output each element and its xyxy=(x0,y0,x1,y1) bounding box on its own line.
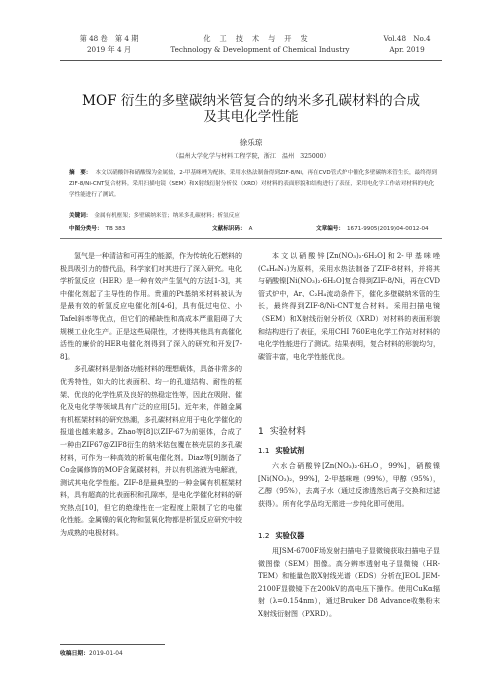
keywords xyxy=(69,212,439,221)
received-value: 2019-01-04 xyxy=(89,651,123,657)
doc-label: 文献标识码： xyxy=(212,226,246,232)
section-1-2-number: 1.2 xyxy=(258,531,270,540)
abstract xyxy=(69,168,439,201)
section-1-1-text: 六水合硝酸锌[Zn(NO₃)₂·6H₂O，99%]，硝酸镍[Ni(NO₃)₂，99%]，2-甲基咪唑（99%），甲醇（95%），乙醇（95%），去离子水（通过反渗透然后离子交换和过滤获得）。所有化学品均无需进一步纯化即可使用。 xyxy=(258,462,440,508)
section-1-number: 1 xyxy=(258,427,264,437)
footnote-divider xyxy=(60,644,165,645)
left-column xyxy=(60,250,242,640)
section-heading-1 xyxy=(258,426,306,438)
section-1-2-body xyxy=(258,545,440,621)
article-title-line2: 及其电化学性能 xyxy=(203,109,299,125)
header-date-en: Apr. 2019 xyxy=(389,45,425,54)
article-title xyxy=(40,93,462,125)
section-1-2-text: 用JSM-6700F场发射扫描电子显微镜获取扫描电子显微图像（SEM）图像。高分辨率透射电子显微镜（HR-TEM）和能量色散X射线光谱（EDS）分析在JEOL JEM-2100F显微镜下在200kV的高电压下操作。使用CuKα辐射（λ=0.154nm），通过Bruker D8 Advance收集粉末X射线衍射图（PXRD）。 xyxy=(258,547,440,618)
right-column xyxy=(258,250,440,420)
received-date xyxy=(60,648,123,657)
header-journal-cn: 化工技术与开发 xyxy=(203,34,317,43)
document-code xyxy=(212,225,252,234)
keywords-label: 关键词： xyxy=(69,213,92,219)
intro-paragraph-2: 多孔碳材料是制备功能材料的理想载体，具备非常多的优秀特性，如大的比表面积、均一的孔道结构、耐性的框架、优良的化学性质及良好的热稳定性等，因此在吸附、催化及电化学等领域具有广泛的应用[5]。近年来，伴随金属有机框架材料的研究热潮，多孔碳材料应用于电化学催化的报道也越来越多。Zhao等[8]以ZIF-67为前驱体，合成了一种由ZIF67@ZIF8衍生的纳米钴包覆在核壳层的多孔碳材料，可作为一种高效的析氧电催化剂。Diaz等[9]制备了Co金属修饰的MOF含氮碳材料，并以有机溶液为电解液，测试其电化学性能。ZIF-8是最典型的一种金属有机框架材料，具有超高的比表面积和孔隙率，是电化学催化材料的研究热点[10]，但它的绝缘性在一定程度上限制了它的电催化性能。金属镍的氧化物和氢氧化物都是析氢反应研究中较为成熟的电极材料。 xyxy=(60,365,242,538)
article-number xyxy=(316,225,429,234)
section-1-1-title: 实验试剂 xyxy=(275,446,305,455)
clc-number xyxy=(69,225,125,234)
header-volume-en xyxy=(372,33,442,55)
art-label: 文章编号： xyxy=(316,226,344,232)
header-vol-en: Vol.48 No.4 xyxy=(383,34,431,43)
header-journal-en: Technology & Development of Chemical Industry xyxy=(170,45,350,54)
abstract-text: 本文以硝酸锌和硝酸镍为金属盐，2-甲基咪唑为配体，采用水热法制备得到ZIF-8/Ni，再在CVD管式炉中催化多壁碳纳米管生长，最终得到ZIF-8/Ni-CNT复合材料。采用扫描电镜（SEM）和X射线衍射分析仪（XRD）对材料的表面形貌和结构进行了表征，采用电化学工作站对材料的电化学性能进行了测试。 xyxy=(69,170,437,198)
article-title-line1: MOF 衍生的多壁碳纳米管复合的纳米多孔碳材料的合成 xyxy=(82,93,420,109)
section-1-title: 实验材料 xyxy=(269,427,306,437)
author-name: 徐乐琼 xyxy=(239,138,263,147)
section-heading-1-2 xyxy=(258,531,304,541)
doc-value: A xyxy=(248,226,253,232)
art-value: 1671-9905(2019)04-0012-04 xyxy=(346,226,429,232)
section-1-2-title: 实验仪器 xyxy=(275,531,305,540)
received-label: 收稿日期： xyxy=(60,651,89,657)
section-heading-1-1 xyxy=(258,446,304,456)
keywords-text: 金属有机框架；多壁碳纳米管；纳米多孔碳材料；析氢反应 xyxy=(94,213,240,219)
clc-value: TB 383 xyxy=(105,226,126,232)
abstract-divider xyxy=(60,238,442,239)
header-date-cn: 2019 年 4 月 xyxy=(86,45,132,54)
author-affiliation: （温州大学化学与材料工程学院，浙江 温州 325000） xyxy=(172,153,330,160)
header-vol-cn: 第 48 卷 第 4 期 xyxy=(79,34,139,43)
header-journal xyxy=(160,33,360,55)
intro-paragraph-3: 本文以硝酸锌[Zn(NO₃)₂·6H₂O]和2-甲基咪唑(C₄H₆N₂)为原料，采用水热法制备了ZIF-8材料，并将其与硝酸镍[Ni(NO₃)₂·6H₂O]复合得到ZIF-8/Ni，再在CVD管式炉中，Ar、C₂H₄流动条件下，催化多壁碳纳米管的生长，最终得到ZIF-8/Ni-CNT复合材料。采用扫描电镜（SEM）和X射线衍射分析仪（XRD）对材料的表面形貌和结构进行了表征，采用CHI 760E电化学工作站对材料的电化学性能进行了测试。结果表明，复合材料的形貌均匀，碳管丰富，电化学性能优良。 xyxy=(258,252,440,361)
clc-label: 中图分类号： xyxy=(69,226,103,232)
abstract-label: 摘 要： xyxy=(69,170,92,176)
header-divider xyxy=(60,60,442,61)
section-1-1-number: 1.1 xyxy=(258,446,270,455)
header-volume-cn xyxy=(74,33,144,55)
intro-paragraph-1: 氢气是一种清洁和可再生的能源，作为传统化石燃料的极具吸引力的替代品，科学家们对其进行了深入研究。电化学析氢反应（HER）是一种有效产生氢气的方法[1-3]，其中催化剂起了主导性的作用。贵重的Pt基纳米材料被认为是最有效的析氢反应电催化剂[4-6]，具有低过电位、小Tafel斜率等优点，但它们的稀缺性和高成本严重阻碍了大规模工业化生产。正是这些局限性，才使得其他具有高催化活性的廉价的HER电催化剂得到了深入的研究和开发[7-8]。 xyxy=(60,252,242,361)
section-1-1-body xyxy=(258,460,440,510)
